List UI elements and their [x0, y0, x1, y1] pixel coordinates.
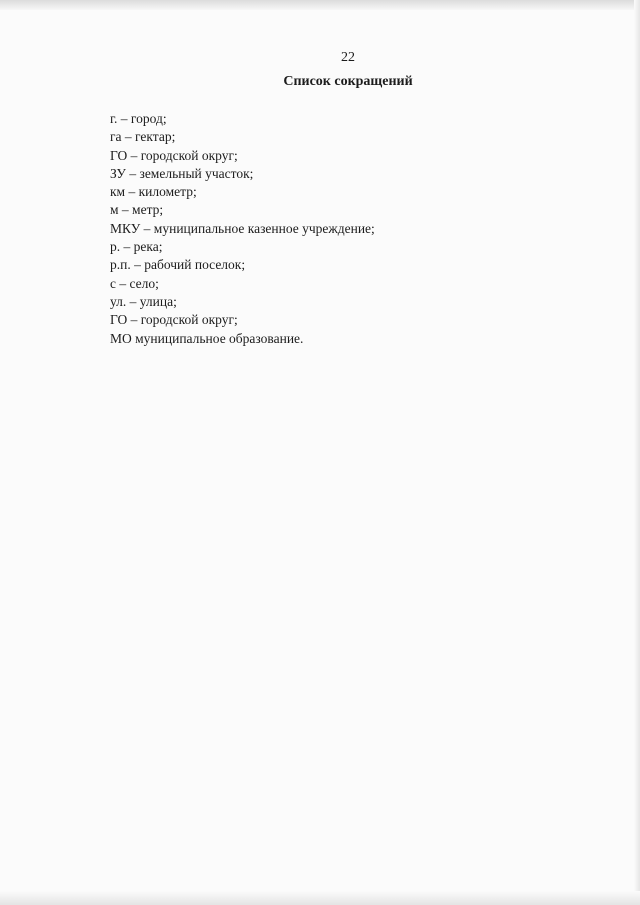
abbreviation-item: ГО – городской округ;: [110, 312, 238, 328]
abbreviation-item: ГО – городской округ;: [110, 147, 238, 163]
abbreviation-item: ЗУ – земельный участок;: [110, 165, 254, 181]
scan-edge-top: [0, 0, 640, 10]
abbreviation-item: с – село;: [110, 275, 159, 291]
scan-edge-right: [634, 0, 640, 905]
page-number: 22: [341, 50, 355, 65]
abbreviation-item: га – гектар;: [110, 129, 176, 145]
abbreviation-item: г. – город;: [110, 111, 167, 126]
abbreviation-item: р. – река;: [110, 239, 163, 255]
abbreviation-list: [110, 110, 375, 348]
abbreviation-item: ул. – улица;: [110, 293, 177, 309]
abbreviation-item: м – метр;: [110, 202, 164, 218]
abbreviation-item: р.п. – рабочий поселок;: [110, 257, 246, 273]
abbreviation-item: км – километр;: [110, 184, 197, 200]
abbreviation-item: МО муниципальное образование.: [110, 330, 304, 346]
scan-edge-bottom: [0, 891, 640, 905]
page-title: Список сокращений: [283, 74, 413, 89]
abbreviation-item: МКУ – муниципальное казенное учреждение;: [110, 220, 375, 236]
